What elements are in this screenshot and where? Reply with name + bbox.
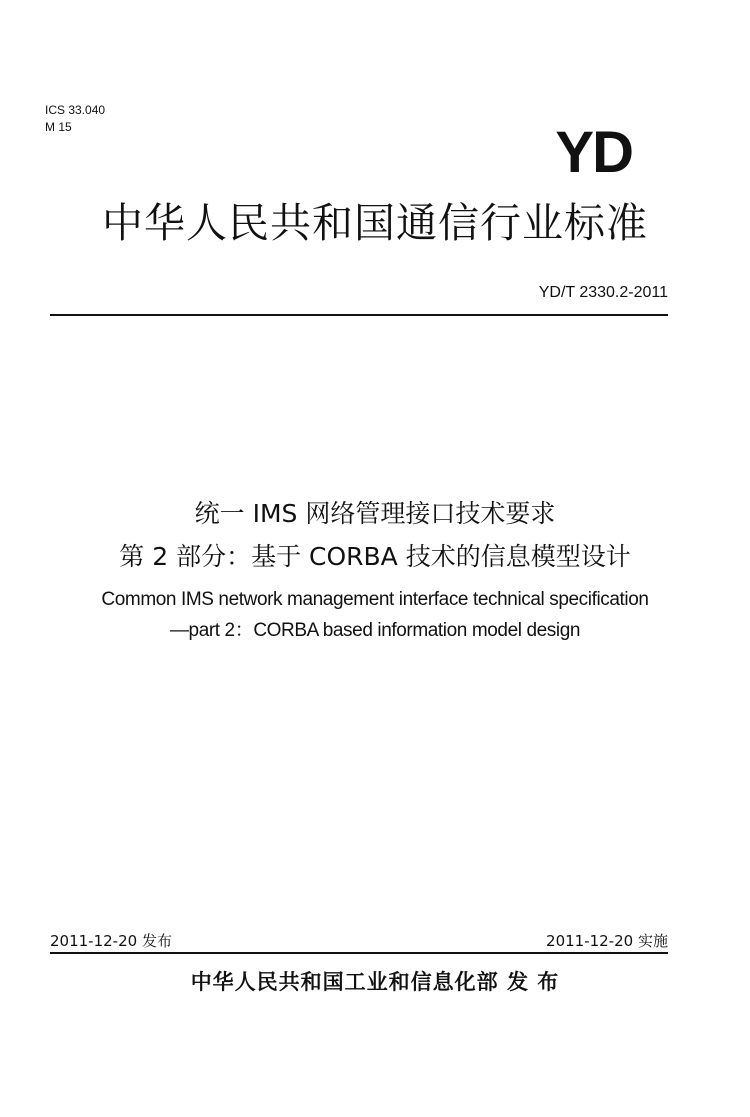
classification-code: M 15 <box>45 120 72 134</box>
title-en-line2: —part 2：CORBA based information model design <box>169 620 581 641</box>
ics-code: ICS 33.040 <box>45 103 106 117</box>
yd-logo: YD <box>555 120 632 185</box>
title-cn-line1: 统一 IMS 网络管理接口技术要求 <box>194 499 556 528</box>
bottom-divider <box>50 952 668 954</box>
title-en-line1: Common IMS network management interface technical specification <box>101 589 649 610</box>
publish-date: 2011-12-20 发布 <box>50 932 172 950</box>
title-cn-line2: 第 2 部分：基于 CORBA 技术的信息模型设计 <box>119 542 631 571</box>
top-divider <box>50 314 668 316</box>
publisher: 中华人民共和国工业和信息化部 发 布 <box>190 969 560 994</box>
implement-date: 2011-12-20 实施 <box>546 932 668 950</box>
standard-code: YD/T 2330.2-2011 <box>538 284 668 301</box>
standard-title: 中华人民共和国通信行业标准 <box>102 199 648 247</box>
